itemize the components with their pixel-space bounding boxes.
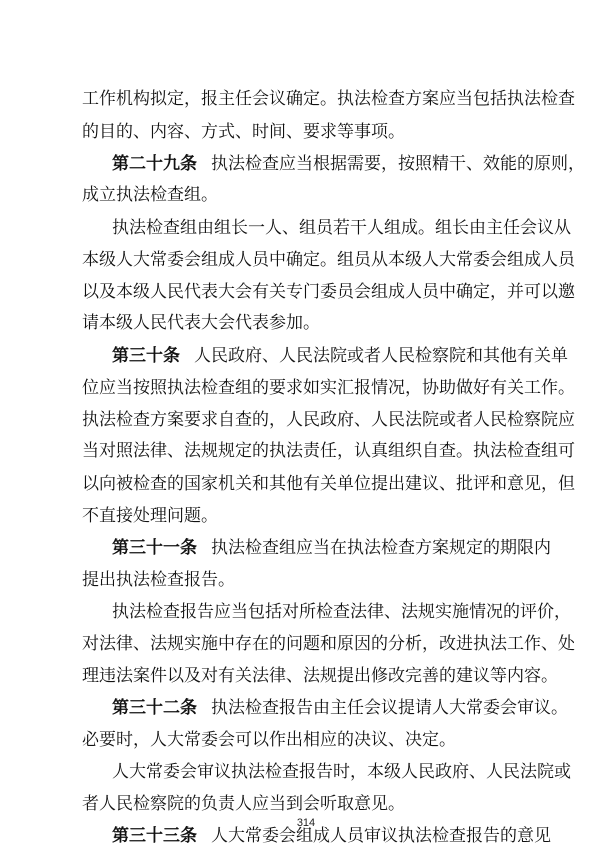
text-line: 位应当按照执法检查组的要求如实汇报情况，协助做好有关工作。 (82, 378, 575, 398)
page-number: 314 (296, 817, 316, 829)
article-29-line: 第二十九条 执法检查应当根据需要，按照精干、效能的原则， (112, 154, 585, 174)
text-line: 执法检查方案要求自查的，人民政府、人民法院或者人民检察院应 (82, 410, 575, 430)
text-line: 以及本级人民代表大会有关专门委员会组成人员中确定，并可以邀 (82, 282, 575, 302)
article-30-line: 第三十条 人民政府、人民法院或者人民检察院和其他有关单 (112, 346, 568, 366)
text-line: 必要时，人大常委会可以作出相应的决议、决定。 (82, 730, 456, 750)
article-33-line: 第三十三条 人大常委会组成人员审议执法检查报告的意见 (112, 826, 551, 846)
text-line: 当对照法律、法规规定的执法责任，认真组织自查。执法检查组可 (82, 441, 575, 461)
paragraph-start-line: 人大常委会审议执法检查报告时，本级人民政府、人民法院或 (112, 762, 571, 782)
text-line: 不直接处理问题。 (82, 506, 218, 526)
text-line: 本级人大常委会组成人员中确定。组员从本级人大常委会组成人员 (82, 250, 575, 270)
text-line: 工作机构拟定，报主任会议确定。执法检查方案应当包括执法检查 (82, 89, 575, 109)
text-line: 对法律、法规实施中存在的问题和原因的分析，改进执法工作、处 (82, 634, 575, 654)
article-number: 第三十二条 (112, 698, 197, 718)
text-line: 提出执法检查报告。 (82, 570, 235, 590)
article-number: 第三十三条 (112, 826, 197, 846)
text-line: 的目的、内容、方式、时间、要求等事项。 (82, 122, 405, 142)
text-line: 理违法案件以及对有关法律、法规提出修改完善的建议等内容。 (82, 666, 558, 686)
text-line: 请本级人民代表大会代表参加。 (82, 313, 320, 333)
article-number: 第二十九条 (112, 154, 197, 174)
text-line: 成立执法检查组。 (82, 185, 218, 205)
paragraph-start-line: 执法检查报告应当包括对所检查法律、法规实施情况的评价， (112, 602, 571, 622)
article-number: 第三十一条 (112, 538, 197, 558)
text-line: 者人民检察院的负责人应当到会听取意见。 (82, 794, 405, 814)
article-number: 第三十条 (112, 346, 180, 366)
paragraph-start-line: 执法检查组由组长一人、组员若干人组成。组长由主任会议从 (112, 218, 571, 238)
text-line: 以向被检查的国家机关和其他有关单位提出建议、批评和意见，但 (82, 474, 575, 494)
article-31-line: 第三十一条 执法检查组应当在执法检查方案规定的期限内 (112, 538, 551, 558)
article-32-line: 第三十二条 执法检查报告由主任会议提请人大常委会审议。 (112, 698, 568, 718)
